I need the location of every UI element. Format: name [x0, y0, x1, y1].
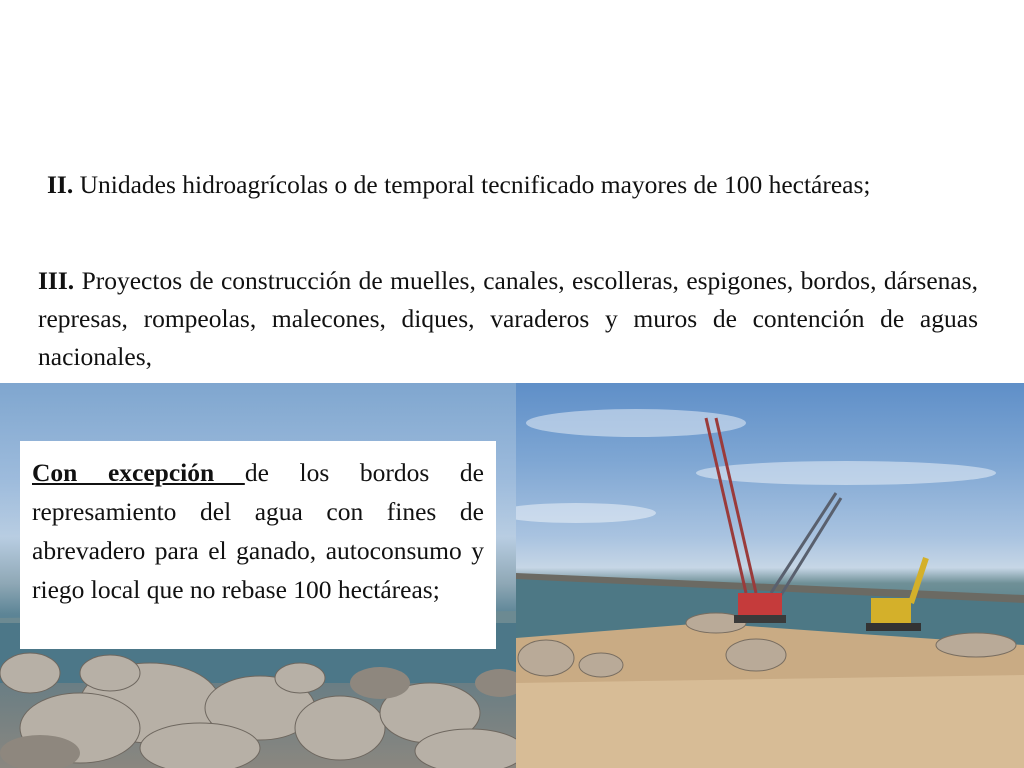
crane-construction-illustration	[516, 383, 1024, 768]
section-iii-number: III.	[38, 266, 75, 295]
exception-note-lead: Con excepción	[32, 458, 245, 487]
exception-note-box	[20, 441, 496, 649]
section-ii-paragraph	[47, 166, 985, 204]
section-ii-number: II.	[47, 170, 74, 199]
section-ii-text: Unidades hidroagrícolas o de temporal tecnificado mayores de 100 hectáreas;	[79, 170, 871, 199]
section-iii-paragraph	[38, 262, 978, 376]
section-iii-text: Proyectos de construcción de muelles, canales, escolleras, espigones, bordos, dársenas, represas, rompeolas, malecones, diques, varaderos y muros de contención de aguas nacionales,	[38, 266, 979, 371]
construction-site-photo	[516, 383, 1024, 768]
exception-note-text: de los bordos de represamiento del agua con fines de abrevadero para el ganado, autoconsumo y riego local que no rebase 100 hectáreas;	[32, 458, 484, 604]
